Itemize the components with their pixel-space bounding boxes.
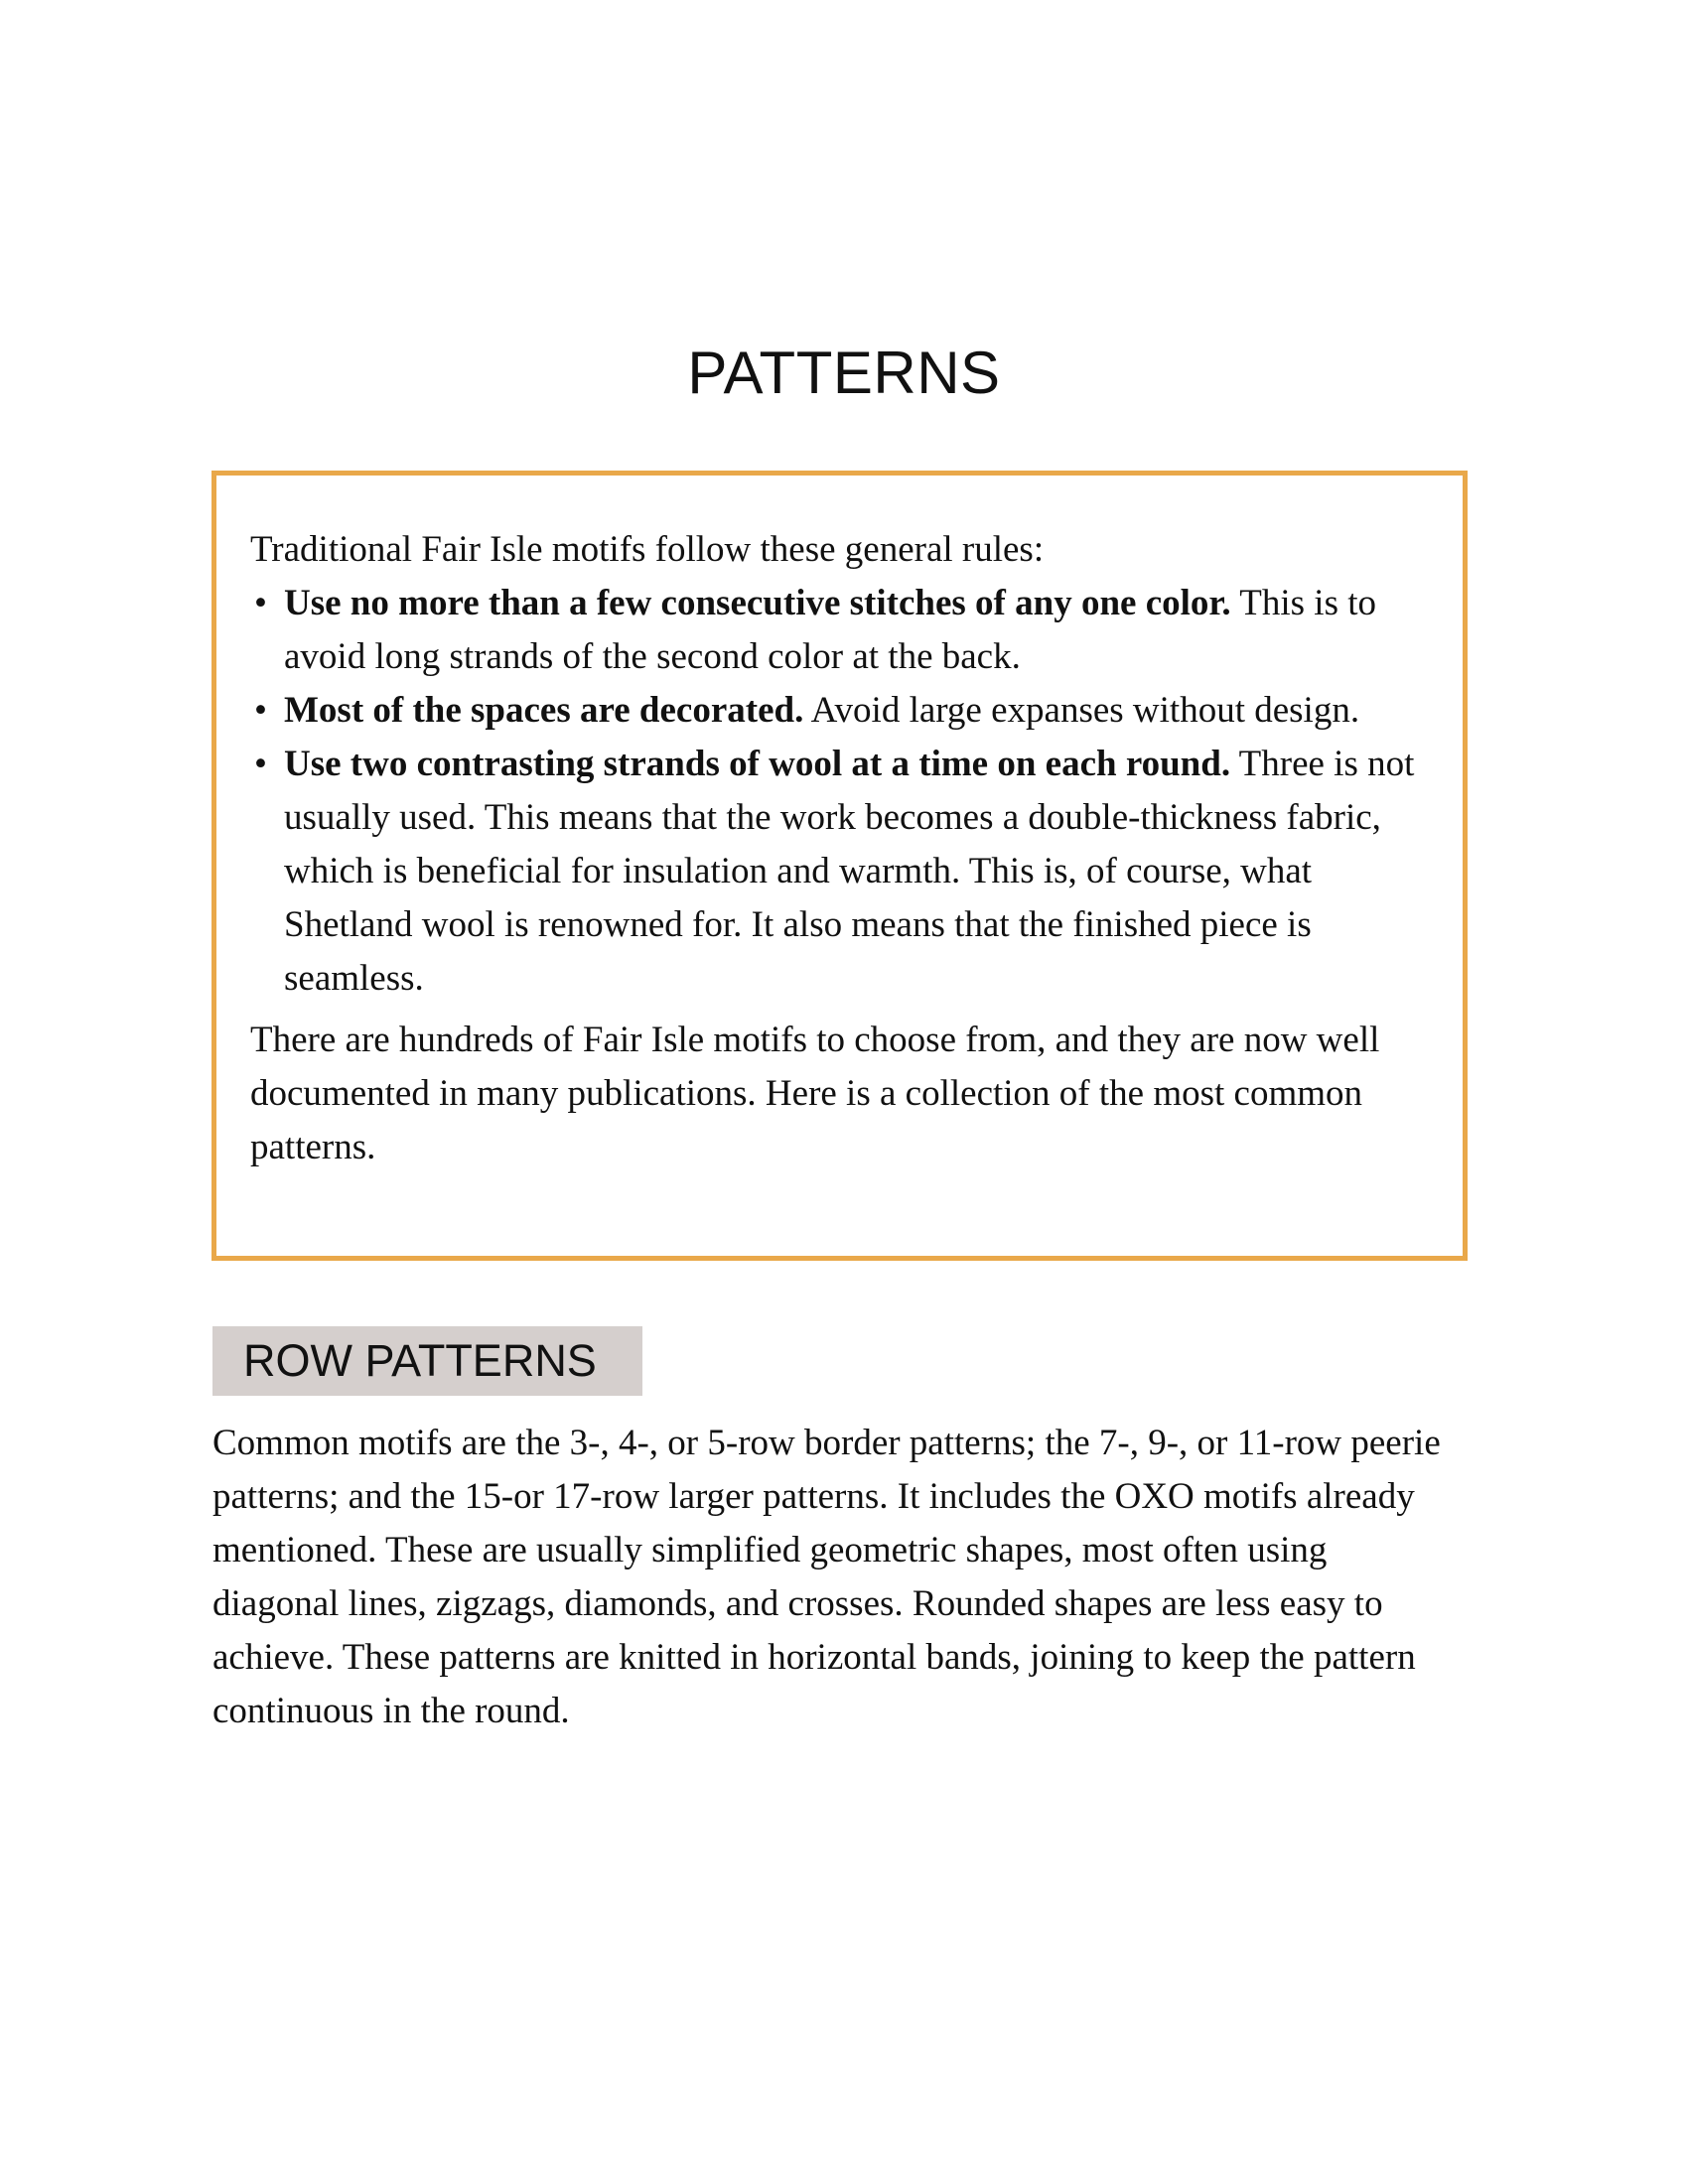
bullet-icon: • <box>254 583 267 623</box>
rules-intro: Traditional Fair Isle motifs follow these general rules: <box>250 529 1045 570</box>
rule-text: This is to avoid long strands of the second color at the back. <box>284 583 1376 677</box>
rules-list <box>250 577 1433 1006</box>
rule-item <box>250 738 1433 1006</box>
rule-bold-text: Use no more than a few consecutive stitches of any one color. <box>284 583 1231 623</box>
page-title: PATTERNS <box>687 340 1001 406</box>
section-heading-row-patterns: ROW PATTERNS <box>212 1326 642 1396</box>
row-patterns-body: Common motifs are the 3-, 4-, or 5-row border patterns; the 7-, 9-, or 11-row peerie patterns; and the 15-or 17-row larger patterns. It includes the OXO motifs already mentioned. These are usually simplified geometric shapes, most often using diagonal lines, zigzags, diamonds, and crosses. Rounded shapes are less easy to achieve. These patterns are knitted in horizontal bands, joining to keep the pattern continuous in the round. <box>212 1423 1441 1731</box>
bullet-icon: • <box>254 690 267 731</box>
rules-outro: There are hundreds of Fair Isle motifs to choose from, and they are now well documented in many publications. Here is a collection of the most common patterns. <box>250 1020 1380 1167</box>
rule-item <box>250 684 1433 738</box>
rules-callout-box <box>211 471 1468 1261</box>
rule-bold-text: Most of the spaces are decorated. <box>284 690 804 731</box>
rule-text: Avoid large expanses without design. <box>803 690 1360 731</box>
rule-bold-text: Use two contrasting strands of wool at a time on each round. <box>284 744 1231 784</box>
bullet-icon: • <box>254 744 267 784</box>
rule-text: Three is not usually used. This means that the work becomes a double-thickness fabric, which is beneficial for insulation and warmth. This is, of course, what Shetland wool is renowned for. It also means that the finished piece is seamless. <box>284 744 1415 999</box>
rule-item <box>250 577 1433 684</box>
